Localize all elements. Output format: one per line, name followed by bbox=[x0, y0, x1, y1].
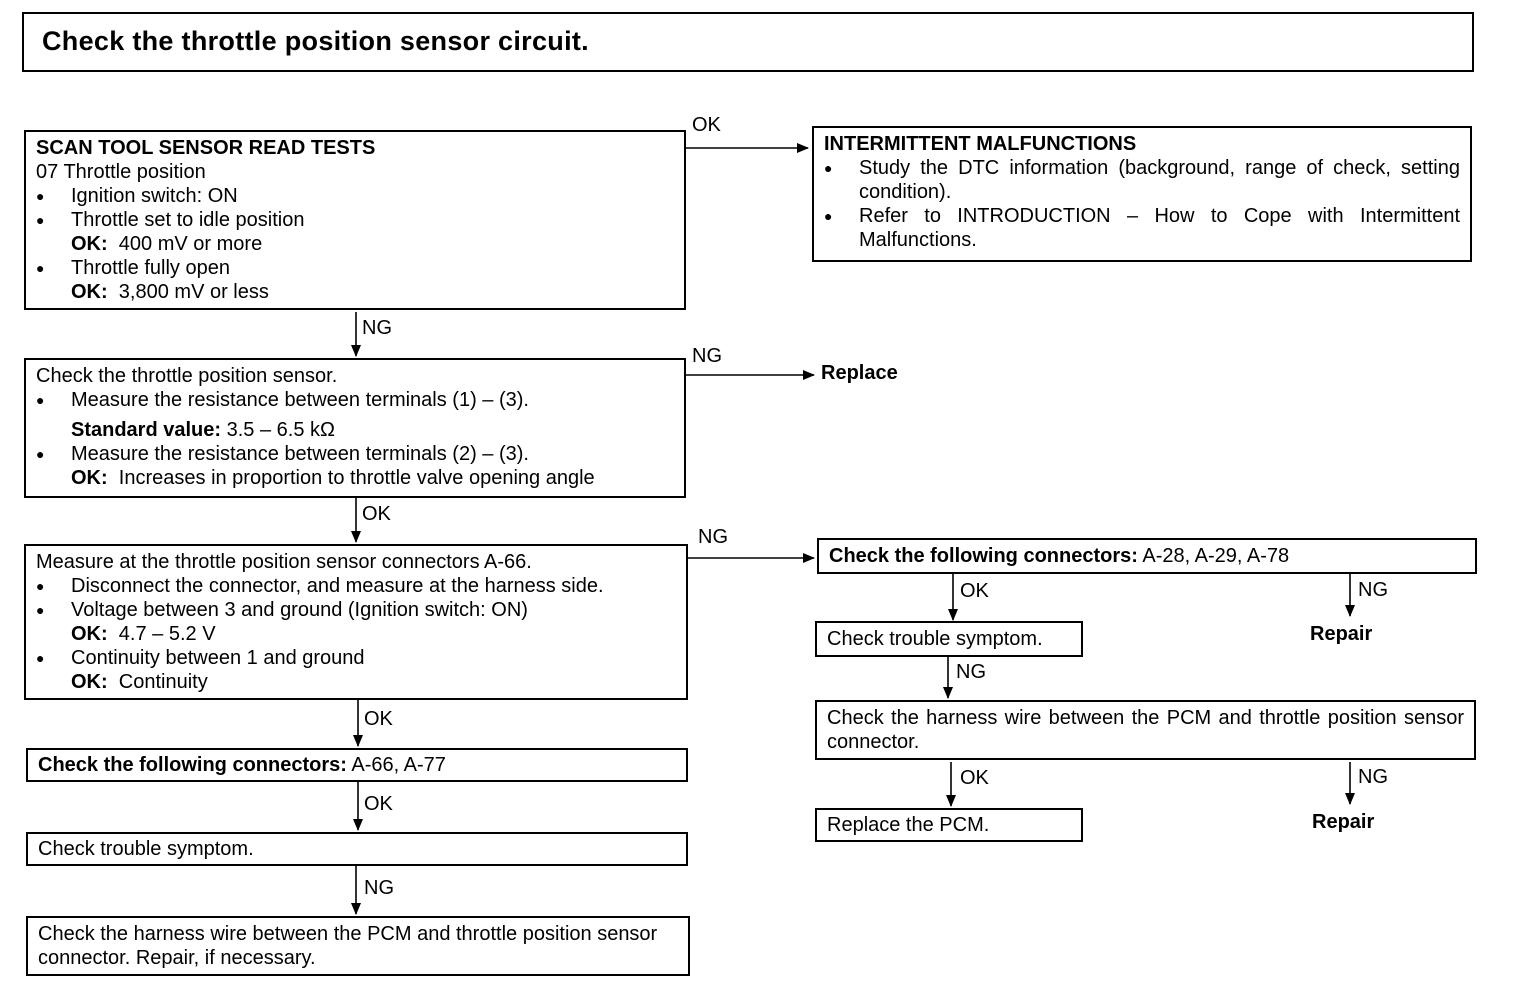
connector-measure-box bbox=[24, 544, 688, 700]
label-ok-conn-right: OK bbox=[960, 580, 989, 602]
measure-bullet-3: ● Continuity between 1 and ground bbox=[36, 646, 676, 670]
outcome-repair-2: Repair bbox=[1312, 811, 1375, 833]
label-ok-measure: OK bbox=[364, 708, 393, 730]
measure-heading: Measure at the throttle position sensor connectors A-66. bbox=[36, 551, 532, 573]
ok-value: Continuity bbox=[118, 671, 208, 693]
label-ok-sensor: OK bbox=[362, 503, 391, 525]
measure-ok-1 bbox=[36, 622, 676, 646]
sensor-heading: Check the throttle position sensor. bbox=[36, 365, 338, 387]
label-ng-sensor: NG bbox=[692, 345, 722, 367]
scan-ok-1 bbox=[36, 232, 674, 256]
harness-right-box bbox=[815, 700, 1476, 760]
label-ng-conn-right: NG bbox=[1358, 579, 1388, 601]
trouble-symptom-left-box bbox=[26, 832, 688, 866]
ok-value: 4.7 – 5.2 V bbox=[118, 623, 216, 645]
ok-value: Increases in proportion to throttle valve opening angle bbox=[118, 467, 595, 489]
outcome-repair-1: Repair bbox=[1310, 623, 1373, 645]
scan-bullet-2: ● Throttle set to idle position bbox=[36, 208, 674, 232]
ok-label: OK: bbox=[71, 467, 108, 489]
page-title: Check the throttle position sensor circuit. bbox=[42, 26, 589, 56]
ok-label: OK: bbox=[71, 233, 108, 255]
scan-tool-box bbox=[24, 130, 686, 310]
harness-left-box bbox=[26, 916, 690, 976]
replace-pcm-box bbox=[815, 808, 1083, 842]
label-ok-conn-left: OK bbox=[364, 793, 393, 815]
label-ng-measure: NG bbox=[698, 526, 728, 548]
scan-item: 07 Throttle position bbox=[36, 161, 206, 183]
connectors-label: Check the following connectors: bbox=[38, 754, 347, 776]
harness-right-text: Check the harness wire between the PCM and throttle position sensor connector. bbox=[827, 707, 1464, 753]
scan-heading: SCAN TOOL SENSOR READ TESTS bbox=[36, 137, 376, 159]
scan-bullet-1: ● Ignition switch: ON bbox=[36, 184, 674, 208]
sensor-check-box bbox=[24, 358, 686, 498]
measure-bullet-1: ● Disconnect the connector, and measure at the harness side. bbox=[36, 574, 676, 598]
scan-bullet-3: ● Throttle fully open bbox=[36, 256, 674, 280]
standard-value: 3.5 – 6.5 kΩ bbox=[226, 419, 335, 441]
trouble-symptom-right-box bbox=[815, 621, 1083, 657]
ok-value: 400 mV or more bbox=[118, 233, 263, 255]
connectors-label: Check the following connectors: bbox=[829, 545, 1138, 567]
label-ok-scan: OK bbox=[692, 114, 721, 136]
check-connectors-left-box bbox=[26, 748, 688, 782]
measure-ok-2 bbox=[36, 670, 676, 694]
trouble-symptom-text: Check trouble symptom. bbox=[827, 628, 1043, 650]
label-ng-trouble-right: NG bbox=[956, 661, 986, 683]
label-ok-harness-right: OK bbox=[960, 767, 989, 789]
label-ng-trouble-left: NG bbox=[364, 877, 394, 899]
label-ng-harness-right: NG bbox=[1358, 766, 1388, 788]
sensor-bullet-2: ● Measure the resistance between terminals (2) – (3). bbox=[36, 442, 674, 466]
scan-ok-2 bbox=[36, 280, 674, 304]
outcome-replace: Replace bbox=[821, 362, 898, 384]
intermittent-bullet-1: ● Study the DTC information (background, range of check, setting condition). bbox=[824, 156, 1460, 204]
check-connectors-right-box bbox=[817, 538, 1477, 574]
connectors-value: A-28, A-29, A-78 bbox=[1142, 545, 1290, 567]
harness-left-text: Check the harness wire between the PCM and throttle position sensor connector. Repair, if necessary. bbox=[38, 923, 658, 969]
ok-label: OK: bbox=[71, 623, 108, 645]
ok-label: OK: bbox=[71, 671, 108, 693]
label-ng-scan: NG bbox=[362, 317, 392, 339]
ok-value: 3,800 mV or less bbox=[118, 281, 269, 303]
sensor-bullet-1: ● Measure the resistance between terminals (1) – (3). bbox=[36, 388, 674, 412]
intermittent-bullet-2: ● Refer to INTRODUCTION – How to Cope with Intermittent Malfunctions. bbox=[824, 204, 1460, 252]
intermittent-box bbox=[812, 126, 1472, 262]
connectors-value: A-66, A-77 bbox=[351, 754, 446, 776]
standard-label: Standard value: bbox=[71, 419, 222, 441]
ok-label: OK: bbox=[71, 281, 108, 303]
sensor-ok bbox=[36, 466, 674, 490]
sensor-standard-value bbox=[36, 418, 674, 442]
measure-bullet-2: ● Voltage between 3 and ground (Ignition switch: ON) bbox=[36, 598, 676, 622]
replace-pcm-text: Replace the PCM. bbox=[827, 814, 990, 836]
intermittent-heading: INTERMITTENT MALFUNCTIONS bbox=[824, 133, 1137, 155]
trouble-symptom-text: Check trouble symptom. bbox=[38, 838, 254, 860]
